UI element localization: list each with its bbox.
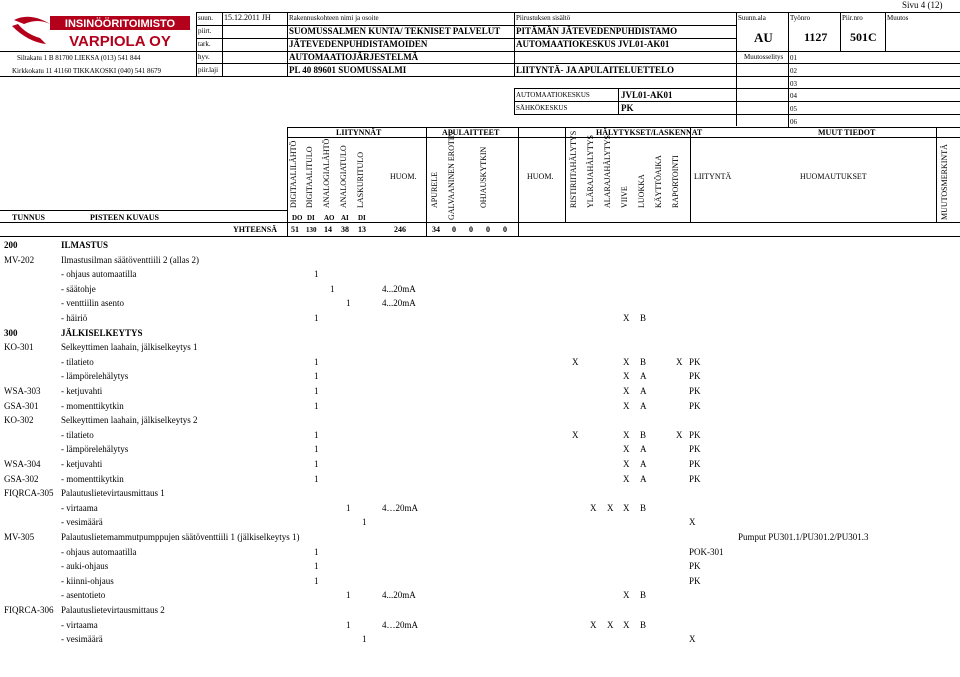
cell-d: - momenttikytkin bbox=[61, 473, 124, 484]
col-ohjaus: OHJAUSKYTKIN bbox=[479, 146, 488, 208]
table-row bbox=[0, 546, 960, 560]
ak-label: AUTOMAATIOKESKUS bbox=[516, 91, 590, 99]
table-row bbox=[0, 297, 960, 311]
table-row bbox=[0, 370, 960, 384]
cell-ai: 1 bbox=[346, 502, 351, 513]
table-row bbox=[0, 619, 960, 633]
col-vivu: VIIVE bbox=[620, 186, 629, 208]
pii-label: Piirustuksen sisältö bbox=[516, 14, 571, 22]
table-row bbox=[0, 254, 960, 268]
cell-rap: POK-301 bbox=[689, 546, 724, 557]
total-ao: 14 bbox=[324, 225, 332, 234]
cell-vivu: X bbox=[623, 459, 630, 469]
cell-luokka: B bbox=[640, 619, 647, 630]
rev-01: 01 bbox=[790, 54, 797, 62]
totals-label: YHTEENSÄ bbox=[233, 225, 278, 234]
col-kuvaus: PISTEEN KUVAUS bbox=[90, 213, 159, 222]
table-row bbox=[0, 341, 960, 355]
cell-di: 1 bbox=[314, 459, 319, 469]
cell-t: KO-302 bbox=[4, 415, 34, 426]
piirnro-label: Piir.nro bbox=[842, 14, 863, 22]
content-line3: LIITYNTÄ- JA APULAITELUETTELO bbox=[516, 65, 675, 75]
cell-t: MV-305 bbox=[4, 532, 35, 542]
total-ai: 38 bbox=[341, 225, 349, 234]
cell-huom: 4...20mA bbox=[382, 283, 416, 294]
tyonro-label: Työnro bbox=[790, 14, 811, 22]
cell-ai: 1 bbox=[346, 298, 351, 309]
label-piirt: piirt. bbox=[198, 27, 212, 35]
sk-label: SÄHKÖKESKUS bbox=[516, 104, 568, 112]
table-row bbox=[0, 443, 960, 457]
col-huom1: HUOM. bbox=[390, 172, 417, 181]
col-di2: DI bbox=[358, 214, 366, 222]
logo-line1: INSINÖÖRITOIMISTO bbox=[64, 18, 176, 30]
cell-d: - virtaama bbox=[61, 502, 98, 513]
col-apurele: APURELE bbox=[430, 172, 439, 208]
cell-rap: PK bbox=[689, 429, 701, 440]
col-kaytto: KÄYTTÖAIKA bbox=[654, 155, 663, 208]
total-x2: 0 bbox=[503, 225, 507, 234]
cell-luokka: B bbox=[640, 502, 647, 513]
suunala-value: AU bbox=[754, 30, 773, 45]
col-ala: ALARAJAHÄLYTYS bbox=[603, 135, 612, 208]
rev-03: 03 bbox=[790, 80, 797, 88]
cell-lask: 1 bbox=[362, 634, 367, 645]
table-row bbox=[0, 502, 960, 516]
table-row bbox=[0, 604, 960, 618]
cell-d: - momenttikytkin bbox=[61, 400, 124, 411]
cell-rap: PK bbox=[689, 444, 701, 455]
table-row bbox=[0, 458, 960, 472]
group-halytykset: HÄLYTYKSET/LASKENNAT bbox=[596, 128, 703, 137]
cell-di: 1 bbox=[314, 444, 319, 455]
cell-d: Selkeyttimen laahain, jälkiselkeytys 2 bbox=[61, 415, 198, 426]
cell-rap: PK bbox=[689, 371, 701, 382]
label-hyv: hyv. bbox=[198, 53, 210, 61]
label-piirlaji: piir.laji bbox=[198, 66, 219, 74]
cell-di: 1 bbox=[314, 473, 319, 484]
cell-rap: PK bbox=[689, 575, 701, 586]
cell-t: 200 bbox=[4, 240, 18, 250]
cell-luokka: B bbox=[640, 356, 647, 367]
cell-d: ILMASTUS bbox=[61, 240, 109, 250]
cell-d: - ohjaus automaatilla bbox=[61, 546, 137, 557]
table-row bbox=[0, 312, 960, 326]
cell-huom: 4...20mA bbox=[382, 590, 416, 601]
col-digi-lahto: DIGITAALILÄHTÖ bbox=[289, 140, 298, 208]
cell-t: FIQRCA-305 bbox=[4, 488, 54, 499]
cell-d: - ohjaus automaatilla bbox=[61, 269, 137, 280]
company-address2: Kirkkokatu 11 41160 TIKKAKOSKI (040) 541 8679 bbox=[12, 67, 162, 75]
cell-rap: PK bbox=[689, 386, 701, 396]
table-row bbox=[0, 531, 960, 545]
muutosselitys-label: Muutosselitys bbox=[744, 53, 784, 61]
table-row bbox=[0, 633, 960, 647]
total-huom: 246 bbox=[394, 225, 406, 234]
cell-do: 1 bbox=[314, 575, 319, 586]
col-ana-lahto: ANALOGIALÄHTÖ bbox=[322, 138, 331, 208]
cell-d: - auki-ohjaus bbox=[61, 561, 109, 572]
cell-d: Palautuslietevirtausmittaus 1 bbox=[61, 488, 165, 499]
cell-luokka: A bbox=[640, 371, 647, 382]
cell-d: JÄLKISELKEYTYS bbox=[61, 327, 143, 338]
cell-huomaut: Pumput PU301.1/PU301.2/PU301.3 bbox=[738, 532, 869, 542]
cell-luokka: A bbox=[640, 459, 647, 469]
table-row bbox=[0, 239, 960, 253]
cell-luokka: A bbox=[640, 473, 647, 484]
col-tunnus: TUNNUS bbox=[12, 213, 45, 222]
cell-d: - tilatieto bbox=[61, 356, 94, 367]
cell-do: 1 bbox=[314, 546, 319, 557]
piirnro-value: 501C bbox=[850, 30, 877, 44]
group-apulaitteet: APULAITTEET bbox=[442, 128, 500, 137]
cell-d: - asentotieto bbox=[61, 590, 106, 601]
cell-luokka: B bbox=[640, 313, 647, 323]
project-line4: PL 40 89601 SUOMUSSALMI bbox=[289, 65, 407, 75]
cell-t: KO-301 bbox=[4, 342, 34, 353]
col-yla: YLÄRAJAHÄLYTYS bbox=[586, 135, 595, 208]
cell-vivu: X bbox=[623, 400, 630, 411]
cell-yla: X bbox=[590, 619, 597, 630]
cell-huom: 4…20mA bbox=[382, 619, 418, 630]
col-ao: AO bbox=[324, 214, 335, 222]
cell-d: - virtaama bbox=[61, 619, 98, 630]
table-row bbox=[0, 560, 960, 574]
cell-lask: 1 bbox=[362, 517, 367, 528]
project-line1: SUOMUSSALMEN KUNTA/ TEKNISET PALVELUT bbox=[289, 26, 501, 36]
cell-do: 1 bbox=[314, 269, 319, 280]
col-di: DI bbox=[307, 214, 315, 222]
company-logo bbox=[10, 14, 192, 50]
cell-d: Selkeyttimen laahain, jälkiselkeytys 1 bbox=[61, 342, 198, 353]
cell-yla: X bbox=[590, 502, 597, 513]
project-line3: AUTOMAATIOJÄRJESTELMÄ bbox=[289, 52, 419, 62]
cell-vivu: X bbox=[623, 429, 630, 440]
cell-d: - lämpörelehälytys bbox=[61, 444, 129, 455]
col-huomautukset: HUOMAUTUKSET bbox=[800, 172, 867, 181]
cell-do: 1 bbox=[314, 561, 319, 572]
cell-d: - kiinni-ohjaus bbox=[61, 575, 114, 586]
cell-luokka: B bbox=[640, 590, 647, 601]
total-lask: 13 bbox=[358, 225, 366, 234]
cell-t: 300 bbox=[4, 327, 18, 338]
cell-kaytto: X bbox=[676, 429, 683, 440]
cell-t: MV-202 bbox=[4, 254, 35, 265]
logo-line2: VARPIOLA OY bbox=[69, 33, 171, 50]
rev-02: 02 bbox=[790, 67, 797, 75]
rak-label: Rakennuskohteen nimi ja osoite bbox=[289, 14, 379, 22]
cell-ala: X bbox=[607, 502, 614, 513]
cell-t: GSA-301 bbox=[4, 400, 39, 411]
label-tark: tark. bbox=[198, 40, 211, 48]
cell-d: - häiriö bbox=[61, 313, 88, 323]
col-huom2: HUOM. bbox=[527, 172, 554, 181]
cell-kaytto: X bbox=[676, 356, 683, 367]
date: 15.12.2011 JH bbox=[224, 13, 271, 22]
col-laskuri: LASKURITULO bbox=[356, 152, 365, 208]
cell-rap: PK bbox=[689, 473, 701, 484]
col-ristiriita: RISTIRIITAHÄLYTYS bbox=[569, 130, 578, 208]
table-row bbox=[0, 589, 960, 603]
group-liitynnat: LIITYNNÄT bbox=[336, 128, 382, 137]
cell-luokka: A bbox=[640, 386, 647, 396]
cell-di: 1 bbox=[314, 356, 319, 367]
total-x1: 0 bbox=[486, 225, 490, 234]
page-label: Sivu 4 (12) bbox=[902, 0, 943, 10]
cell-luokka: A bbox=[640, 444, 647, 455]
muutos-label: Muutos bbox=[887, 14, 909, 22]
cell-rap: X bbox=[689, 517, 696, 528]
content-line2: AUTOMAATIOKESKUS JVL01-AK01 bbox=[516, 39, 670, 49]
table-row bbox=[0, 356, 960, 370]
total-galv: 0 bbox=[452, 225, 456, 234]
tyonro-value: 1127 bbox=[804, 30, 828, 44]
cell-d: Palautuslietemammutpumppujen säätöventtiili 1 (jälkiselkeytys 1) bbox=[61, 532, 300, 542]
rev-05: 05 bbox=[790, 105, 797, 113]
cell-luokka: B bbox=[640, 429, 647, 440]
cell-vivu: X bbox=[623, 386, 630, 396]
company-address1: Siltakatu 1 B 81700 LIEKSA (013) 541 844 bbox=[17, 54, 141, 62]
table-row bbox=[0, 473, 960, 487]
cell-d: - ketjuvahti bbox=[61, 386, 103, 396]
table-row bbox=[0, 327, 960, 341]
col-digi-tulo: DIGITAALITULO bbox=[305, 146, 314, 208]
label-suun: suun. bbox=[198, 14, 213, 22]
total-ohj: 0 bbox=[469, 225, 473, 234]
col-ai: AI bbox=[341, 214, 349, 222]
cell-di: 1 bbox=[314, 386, 319, 396]
col-ana-tulo: ANALOGIATULO bbox=[339, 145, 348, 208]
cell-d: Palautuslietevirtausmittaus 2 bbox=[61, 605, 165, 615]
cell-ala: X bbox=[607, 619, 614, 630]
cell-d: - lämpörelehälytys bbox=[61, 371, 129, 382]
cell-ao: 1 bbox=[330, 283, 335, 294]
suunala-label: Suunn.ala bbox=[738, 14, 766, 22]
total-do: 51 bbox=[291, 225, 299, 234]
cell-huom: 4…20mA bbox=[382, 502, 418, 513]
cell-rist: X bbox=[572, 429, 579, 440]
cell-t: WSA-303 bbox=[4, 386, 41, 396]
table-row bbox=[0, 414, 960, 428]
col-muutosmerkinta: MUUTOSMERKINTÄ bbox=[940, 144, 949, 220]
cell-d: - tilatieto bbox=[61, 429, 94, 440]
cell-rap: PK bbox=[689, 356, 701, 367]
cell-di: 1 bbox=[314, 313, 319, 323]
group-muut: MUUT TIEDOT bbox=[818, 128, 876, 137]
table-row bbox=[0, 487, 960, 501]
table-row bbox=[0, 575, 960, 589]
cell-d: - ketjuvahti bbox=[61, 459, 103, 469]
table-row bbox=[0, 385, 960, 399]
rev-04: 04 bbox=[790, 92, 797, 100]
cell-di: 1 bbox=[314, 429, 319, 440]
col-do: DO bbox=[292, 214, 303, 222]
sk-value: PK bbox=[621, 103, 634, 113]
content-line1: PITÄMÄN JÄTEVEDENPUHDISTAMO bbox=[516, 26, 678, 36]
col-galv: GALVAANINEN EROTIN bbox=[447, 131, 456, 220]
col-luokka: LUOKKA bbox=[637, 174, 646, 208]
table-row bbox=[0, 268, 960, 282]
cell-t: GSA-302 bbox=[4, 473, 39, 484]
ak-value: JVL01-AK01 bbox=[621, 90, 673, 100]
cell-t: WSA-304 bbox=[4, 459, 41, 469]
table-row bbox=[0, 429, 960, 443]
cell-di: 1 bbox=[314, 371, 319, 382]
cell-rap: PK bbox=[689, 561, 701, 572]
cell-rap: X bbox=[689, 634, 696, 645]
table-row bbox=[0, 283, 960, 297]
cell-vivu: X bbox=[623, 313, 630, 323]
cell-di: 1 bbox=[314, 400, 319, 411]
cell-ai: 1 bbox=[346, 619, 351, 630]
cell-vivu: X bbox=[623, 356, 630, 367]
col-raportointi: RAPORTOINTI bbox=[671, 155, 680, 208]
table-row bbox=[0, 400, 960, 414]
cell-d: - vesimäärä bbox=[61, 517, 103, 528]
cell-d: - säätohje bbox=[61, 283, 96, 294]
cell-vivu: X bbox=[623, 371, 630, 382]
cell-rist: X bbox=[572, 356, 579, 367]
cell-vivu: X bbox=[623, 590, 630, 601]
cell-vivu: X bbox=[623, 502, 630, 513]
rev-06: 06 bbox=[790, 118, 797, 126]
cell-luokka: A bbox=[640, 400, 647, 411]
cell-d: - venttiilin asento bbox=[61, 298, 124, 309]
cell-vivu: X bbox=[623, 444, 630, 455]
project-line2: JÄTEVEDENPUHDISTAMOIDEN bbox=[289, 39, 428, 49]
cell-rap: PK bbox=[689, 400, 701, 411]
col-liitynta: LIITYNTÄ bbox=[694, 172, 732, 181]
total-apu: 34 bbox=[432, 225, 440, 234]
total-di: 130 bbox=[306, 226, 317, 234]
cell-d: Ilmastusilman säätöventtiili 2 (allas 2) bbox=[61, 254, 199, 265]
cell-rap: PK bbox=[689, 459, 701, 469]
cell-d: - vesimäärä bbox=[61, 634, 103, 645]
cell-huom: 4...20mA bbox=[382, 298, 416, 309]
cell-vivu: X bbox=[623, 473, 630, 484]
cell-vivu: X bbox=[623, 619, 630, 630]
table-row bbox=[0, 516, 960, 530]
cell-t: FIQRCA-306 bbox=[4, 605, 54, 615]
cell-ai: 1 bbox=[346, 590, 351, 601]
